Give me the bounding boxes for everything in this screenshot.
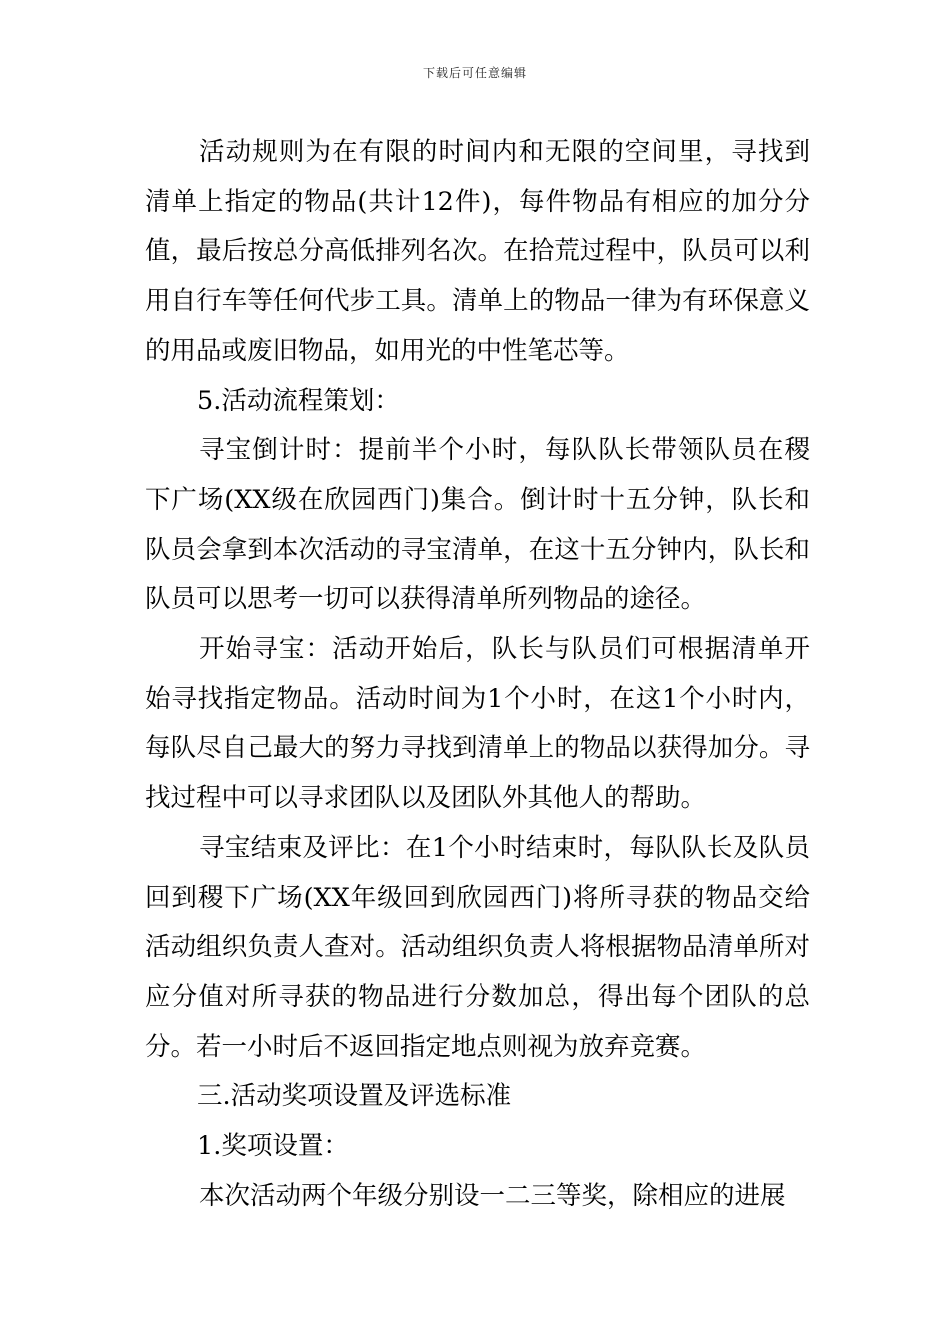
page-header: 下载后可任意编辑 [422,66,527,80]
heading-award-settings: 1.奖项设置： [197,1131,349,1162]
heading-awards-criteria: 三.活动奖项设置及评选标准 [197,1081,512,1112]
heading-activity-process: 5.活动流程策划： [197,385,400,416]
paragraph-treasure-countdown: 寻宝倒计时：提前半个小时，每队队长带领队员在稷下广场(XX级在欣园西门)集合。倒计时十五分钟，队长和队员会拿到本次活动的寻宝清单，在这十五分钟内，队长和队员可以思考一切可以获得清单所列物品的途径。 [145,435,810,615]
paragraph-start-hunt: 开始寻宝：活动开始后，队长与队员们可根据清单开始寻找指定物品。活动时间为1个小时，在这1个小时内，每队尽自己最大的努力寻找到清单上的物品以获得加分。寻找过程中可以寻求团队以及团队外其他人的帮助。 [145,634,810,814]
paragraph-activity-rules: 活动规则为在有限的时间内和无限的空间里，寻找到清单上指定的物品(共计12件)，每件物品有相应的加分分值，最后按总分高低排列名次。在拾荒过程中，队员可以利用自行车等任何代步工具。清单上的物品一律为有环保意义的用品或废旧物品，如用光的中性笔芯等。 [145,137,810,366]
document-body [145,128,810,1221]
paragraph-awards-intro: 本次活动两个年级分别设一二三等奖，除相应的进展 [199,1180,786,1211]
paragraph-hunt-end-evaluation: 寻宝结束及评比：在1个小时结束时，每队队长及队员回到稷下广场(XX年级回到欣园西门)将所寻获的物品交给活动组织负责人查对。活动组织负责人将根据物品清单所对应分值对所寻获的物品进行分数加总，得出每个团队的总分。若一小时后不返回指定地点则视为放弃竞赛。 [145,832,810,1062]
